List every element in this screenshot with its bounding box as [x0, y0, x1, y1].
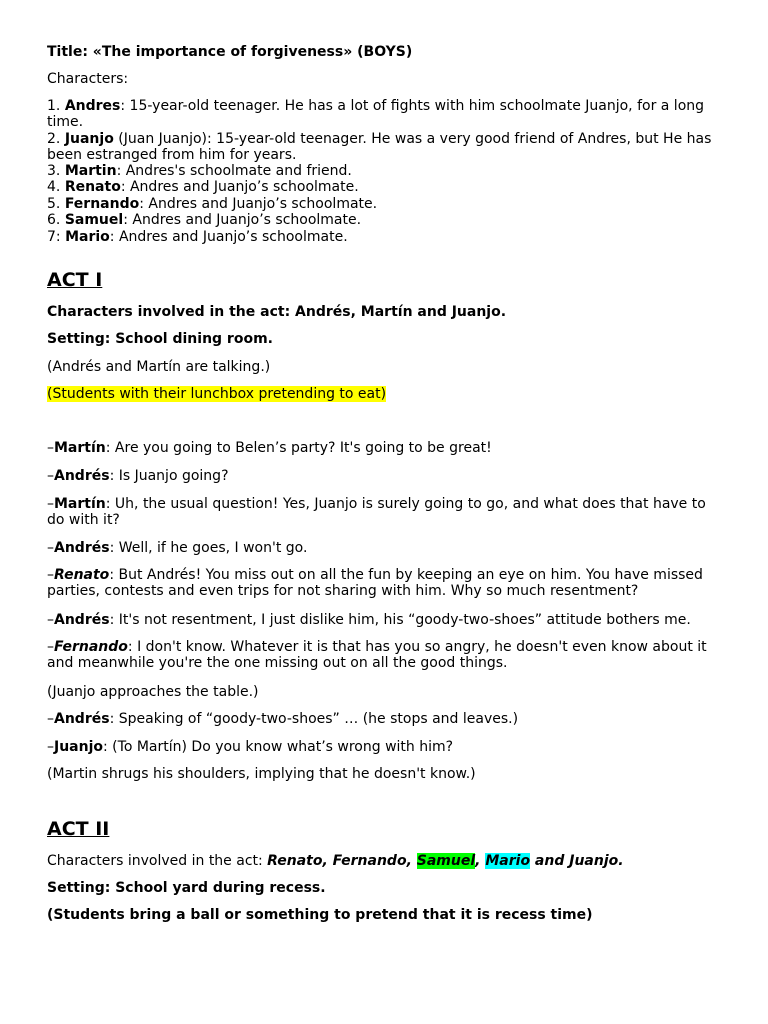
dialogue-line: –Fernando: I don't know. Whatever it is that has you so angry, he doesn't even know about it and meanwhile you're the one missing out on all the good things. [47, 639, 707, 671]
dialogue-line: –Andrés: Well, if he goes, I won't go. [47, 540, 308, 556]
character-item: 3. Martin: Andres's schoolmate and friend. [47, 163, 352, 179]
character-item: 2. Juanjo (Juan Juanjo): 15-year-old teenager. He was a very good friend of Andres, but He has been estranged from him for years. [47, 131, 712, 163]
characters-heading: Characters: [47, 71, 129, 87]
dialogue-line: –Juanjo: (To Martín) Do you know what’s wrong with him? [47, 739, 454, 755]
stage-direction-highlighted: (Students with their lunchbox pretending to eat) [47, 386, 387, 402]
document-title: Title: «The importance of forgiveness» (BOYS) [47, 44, 413, 60]
dialogue-line: –Renato: But Andrés! You miss out on all the fun by keeping an eye on him. You have missed parties, contests and even trips for not sharing with him. Why so much resentment? [47, 567, 703, 599]
act-2-heading: ACT II [47, 818, 110, 840]
character-item: 6. Samuel: Andres and Juanjo’s schoolmate. [47, 212, 362, 228]
character-item: 5. Fernando: Andres and Juanjo’s schoolmate. [47, 196, 378, 212]
character-item: 1. Andres: 15-year-old teenager. He has a lot of fights with him schoolmate Juanjo, for a long time. [47, 98, 705, 130]
act-2-setting: Setting: School yard during recess. [47, 880, 326, 896]
stage-direction: (Students bring a ball or something to pretend that it is recess time) [47, 907, 593, 923]
stage-direction: (Martin shrugs his shoulders, implying that he doesn't know.) [47, 766, 476, 782]
stage-direction: (Juanjo approaches the table.) [47, 684, 259, 700]
character-item: 7: Mario: Andres and Juanjo’s schoolmate. [47, 229, 348, 245]
act-1-setting: Setting: School dining room. [47, 331, 273, 347]
character-item: 4. Renato: Andres and Juanjo’s schoolmate. [47, 179, 359, 195]
act-1-heading: ACT I [47, 269, 103, 291]
dialogue-line: –Martín: Uh, the usual question! Yes, Juanjo is surely going to go, and what does that have to do with it? [47, 496, 706, 528]
dialogue-line: –Martín: Are you going to Belen’s party? It's going to be great! [47, 440, 492, 456]
dialogue-line: –Andrés: Speaking of “goody-two-shoes” … (he stops and leaves.) [47, 711, 519, 727]
dialogue-line: –Andrés: It's not resentment, I just dislike him, his “goody-two-shoes” attitude bothers me. [47, 612, 691, 628]
dialogue-line: –Andrés: Is Juanjo going? [47, 468, 229, 484]
stage-direction: (Andrés and Martín are talking.) [47, 359, 271, 375]
act-1-involved: Characters involved in the act: Andrés, Martín and Juanjo. [47, 304, 507, 320]
act-2-involved: Characters involved in the act: Renato, Fernando, Samuel, Mario and Juanjo. [47, 853, 624, 869]
